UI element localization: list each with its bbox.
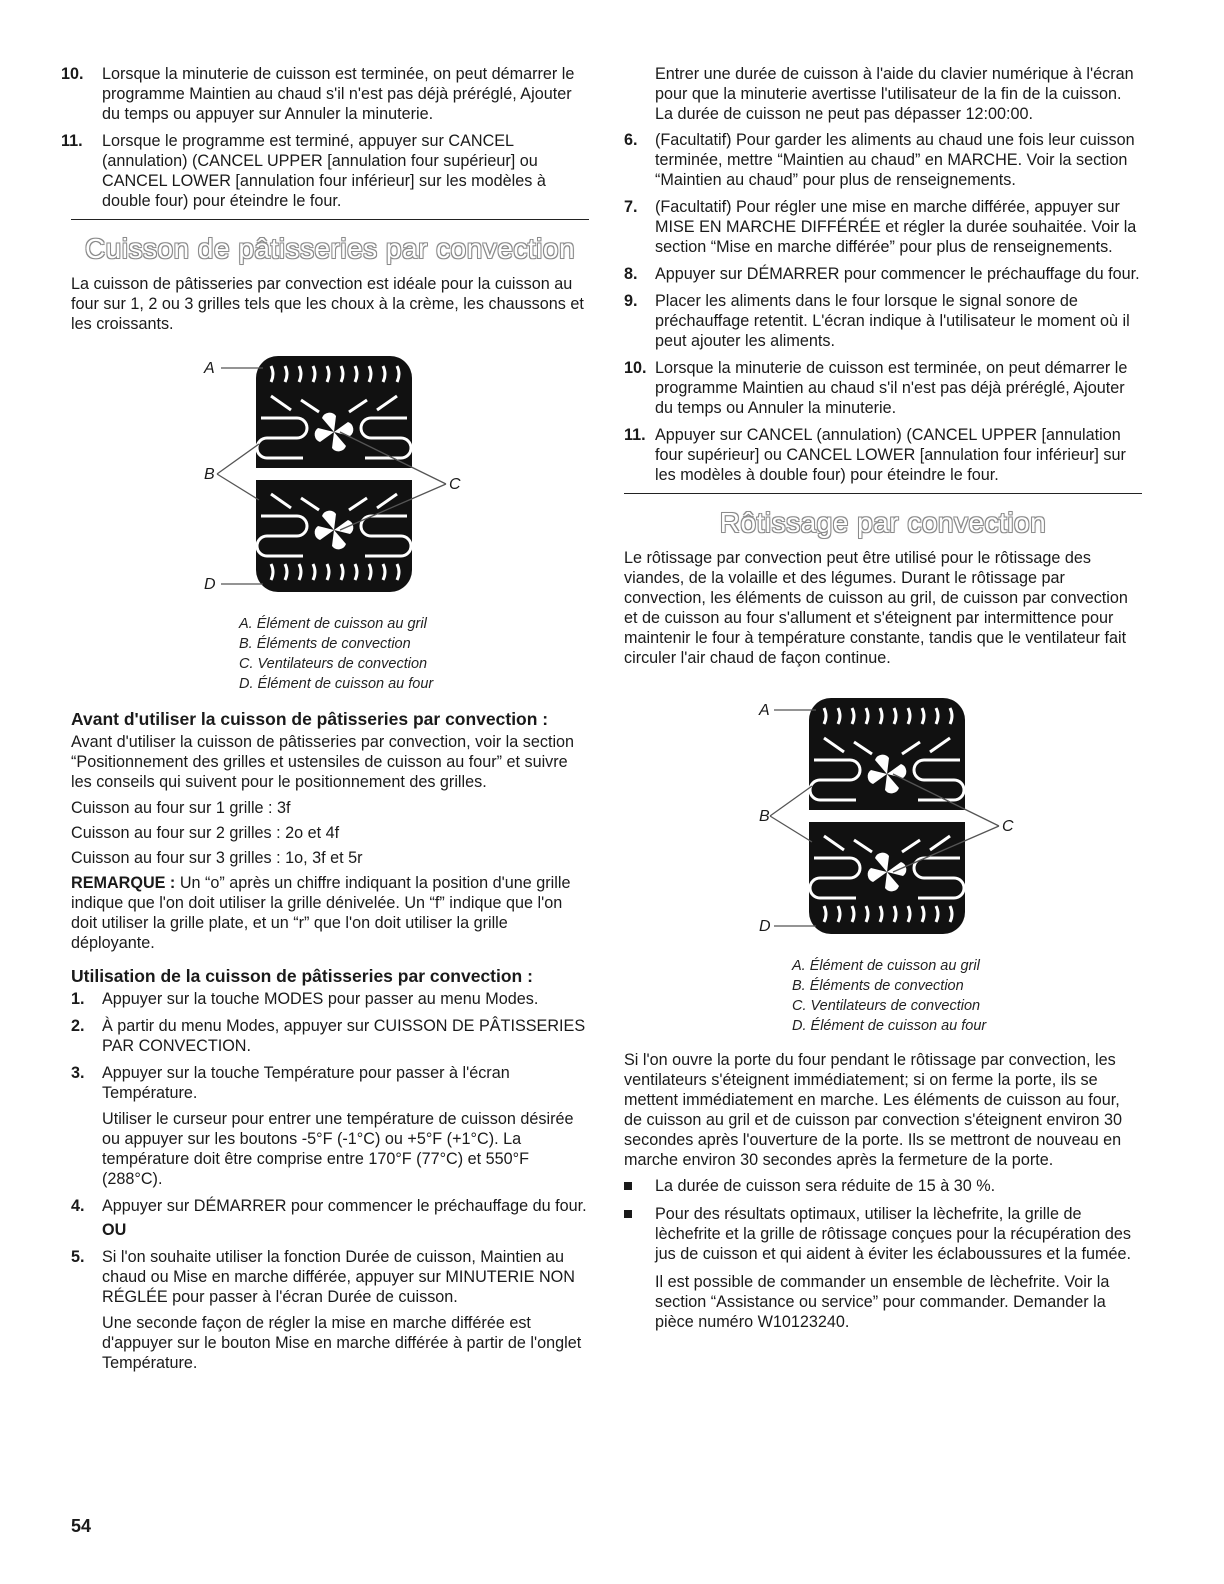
caption-line: A. Élément de cuisson au gril [239, 616, 427, 632]
list-item [624, 291, 1142, 351]
label-b: B [204, 466, 215, 483]
section-divider [71, 219, 589, 220]
step-text: (Facultatif) Pour régler une mise en marche différée, appuyer sur MISE EN MARCHE DIFFÉRÉE et régler la durée souhaitée. Voir la section “Mise en marche différée” pour plus de renseignements. [655, 198, 1137, 256]
step-number: 3. [71, 1064, 85, 1082]
label-d: D [204, 576, 216, 593]
list-item [71, 1196, 589, 1240]
list-item [624, 1176, 1142, 1196]
step-number: 9. [624, 292, 638, 310]
step-text: Si l'on souhaite utiliser la fonction Durée de cuisson, Maintien au chaud ou Mise en marche différée, appuyer sur MINUTERIE NON RÉGLÉE pour passer à l'écran Durée de cuisson. [102, 1248, 575, 1306]
roasting-intro: Le rôtissage par convection peut être utilisé pour le rôtissage des viandes, de la volaille et des légumes. Durant le rôtissage par convection, les éléments de cuisson au gril, de cuisson par convection et de cuisson au four s'allument et s'éteignent par intermittence pour maintenir le four à température constante, tandis que le ventilateur fait circuler l'air chaud de façon continue. [624, 549, 1128, 667]
list-item [71, 1016, 589, 1056]
list-item [61, 131, 589, 211]
step-number: 6. [624, 131, 638, 149]
step-number: 11. [624, 426, 646, 444]
list-item [71, 1063, 589, 1189]
section-title-roasting: Rôtissage par convection [719, 507, 1047, 538]
use-steps-list [71, 989, 589, 1373]
list-item [71, 1247, 589, 1373]
continued-text: Entrer une durée de cuisson à l'aide du clavier numérique à l'écran pour que la minuterie avertisse l'utilisateur de la fin de la cuisson. La durée de cuisson ne peut pas dépasser 12:00:00. [655, 65, 1134, 123]
step-text: Appuyer sur DÉMARRER pour commencer le préchauffage du four. [102, 1197, 587, 1215]
label-a: A [759, 702, 770, 719]
step-number: 10. [624, 359, 647, 377]
steps-top-list [61, 64, 589, 211]
oven-diagram-roasting [624, 690, 1142, 952]
step-number: 10. [61, 65, 84, 83]
step-number: 8. [624, 265, 638, 283]
rack-line: Cuisson au four sur 1 grille : 3f [71, 799, 291, 817]
figure-caption [624, 956, 1142, 1036]
list-item [624, 197, 1142, 257]
tips-list [624, 1176, 1142, 1264]
step-text: Appuyer sur la touche MODES pour passer au menu Modes. [102, 990, 539, 1008]
step-text: Lorsque le programme est terminé, appuyer sur CANCEL (annulation) (CANCEL UPPER [annulation four supérieur] ou CANCEL LOWER [annulation four inférieur] sur les modèles à double four) pour éteindre le four. [102, 132, 546, 210]
or-label: OU [102, 1221, 127, 1239]
bullet-text: La durée de cuisson sera réduite de 15 à 30 %. [655, 1177, 996, 1195]
before-text: Avant d'utiliser la cuisson de pâtisseries par convection, voir la section “Positionnement des grilles et ustensiles de cuisson au four” et suivre les conseils qui suivent pour le positionnement des grilles. [71, 733, 575, 791]
step-text: Appuyer sur la touche Température pour passer à l'écran Température. [102, 1064, 510, 1102]
note-text: Un “o” après un chiffre indiquant la position d'une grille indique que l'on doit utiliser la grille dénivelée. Un “f” indique que l'on doit utiliser la grille plate, et un “r” que l'on doit utiliser la grille déployante. [71, 874, 571, 952]
bullet-square-icon [624, 1182, 632, 1190]
left-column [61, 64, 589, 1380]
step-subtext: Une seconde façon de régler la mise en marche différée est d'appuyer sur le bouton Mise en marche différée à partir de l'onglet Température. [102, 1314, 582, 1372]
list-item [624, 264, 1142, 284]
step-text: Lorsque la minuterie de cuisson est terminée, on peut démarrer le programme Maintien au chaud s'il n'est pas déjà préréglé, Ajouter du temps ou Annuler la minuterie. [655, 359, 1128, 417]
list-item [71, 989, 589, 1009]
step-text: Placer les aliments dans le four lorsque le signal sonore de préchauffage retentit. L'écran indique à l'utilisateur le moment où il peut ajouter les aliments. [655, 292, 1130, 350]
note [71, 873, 589, 953]
caption-line: D. Élément de cuisson au four [792, 1018, 987, 1034]
caption-line: C. Ventilateurs de convection [792, 998, 981, 1014]
caption-line: B. Éléments de convection [239, 636, 411, 652]
step-text: Lorsque la minuterie de cuisson est terminée, on peut démarrer le programme Maintien au chaud s'il n'est pas déjà préréglé, Ajouter du temps ou appuyer sur Annuler la minuterie. [102, 65, 575, 123]
list-item [624, 358, 1142, 418]
label-c: C [1002, 818, 1014, 835]
door-text: Si l'on ouvre la porte du four pendant le rôtissage par convection, les ventilateurs s'éteignent immédiatement; si on ferme la porte, ils se mettent immédiatement en marche. Les éléments de cuisson au four, de cuisson au gril et de cuisson par convection s'éteignent environ 30 secondes après l'ouverture de la porte. Ils se mettront de nouveau en marche environ 30 secondes après la fermeture de la porte. [624, 1051, 1123, 1169]
before-heading: Avant d'utiliser la cuisson de pâtisseries par convection : [71, 709, 549, 729]
list-item [624, 425, 1142, 485]
step-text: (Facultatif) Pour garder les aliments au chaud une fois leur cuisson terminée, mettre “Maintien au chaud” en MARCHE. Voir la section “Maintien au chaud” pour plus de renseignements. [655, 131, 1135, 189]
step-text: Appuyer sur CANCEL (annulation) (CANCEL UPPER [annulation four supérieur] ou CANCEL LOWER [annulation four inférieur] sur les modèles à double four) pour éteindre le four. [655, 426, 1126, 484]
step-number: 7. [624, 198, 638, 216]
oven-diagram-pastry [71, 348, 589, 610]
label-c: C [449, 476, 461, 493]
bullet-square-icon [624, 1210, 632, 1218]
use-heading: Utilisation de la cuisson de pâtisseries par convection : [71, 966, 533, 986]
pastry-intro: La cuisson de pâtisseries par convection est idéale pour la cuisson au four sur 1, 2 ou 3 grilles tels que les choux à la crème, les chaussons et les croissants. [71, 275, 584, 333]
rack-line: Cuisson au four sur 2 grilles : 2o et 4f [71, 824, 340, 842]
caption-line: A. Élément de cuisson au gril [792, 958, 980, 974]
section-divider [624, 493, 1142, 494]
step-text: Appuyer sur DÉMARRER pour commencer le préchauffage du four. [655, 265, 1140, 283]
step-subtext: Utiliser le curseur pour entrer une température de cuisson désirée ou appuyer sur les boutons -5°F (-1°C) ou +5°F (+1°C). La température doit être comprise entre 170°F (77°C) et 550°F (288°C). [102, 1110, 574, 1188]
right-column [624, 64, 1142, 1338]
step-text: À partir du menu Modes, appuyer sur CUISSON DE PÂTISSERIES PAR CONVECTION. [102, 1017, 586, 1055]
figure-caption [71, 614, 589, 694]
step-number: 4. [71, 1197, 85, 1215]
note-label: REMARQUE : [71, 874, 176, 892]
caption-line: B. Éléments de convection [792, 978, 964, 994]
label-d: D [759, 918, 771, 935]
section-title-pastry: Cuisson de pâtisseries par convection [84, 233, 576, 264]
caption-line: C. Ventilateurs de convection [239, 656, 428, 672]
step-number: 1. [71, 990, 85, 1008]
caption-line: D. Élément de cuisson au four [239, 676, 434, 692]
label-a: A [204, 360, 215, 377]
bullet-text: Pour des résultats optimaux, utiliser la lèchefrite, la grille de lèchefrite et la grille de rôtissage conçues pour la récupération des jus de cuisson et qui aident à éviter les éclaboussures et la fumée. [655, 1205, 1132, 1263]
list-item [624, 130, 1142, 190]
label-b: B [759, 808, 770, 825]
steps-right-list [624, 130, 1142, 485]
step-number: 2. [71, 1017, 85, 1035]
order-text: Il est possible de commander un ensemble de lèchefrite. Voir la section “Assistance ou service” pour commander. Demander la pièce numéro W10123240. [655, 1273, 1110, 1331]
list-item [624, 1204, 1142, 1264]
step-number: 5. [71, 1248, 85, 1266]
page-number: 54 [71, 1516, 92, 1536]
rack-line: Cuisson au four sur 3 grilles : 1o, 3f et 5r [71, 849, 363, 867]
list-item [61, 64, 589, 124]
step-number: 11. [61, 132, 83, 150]
